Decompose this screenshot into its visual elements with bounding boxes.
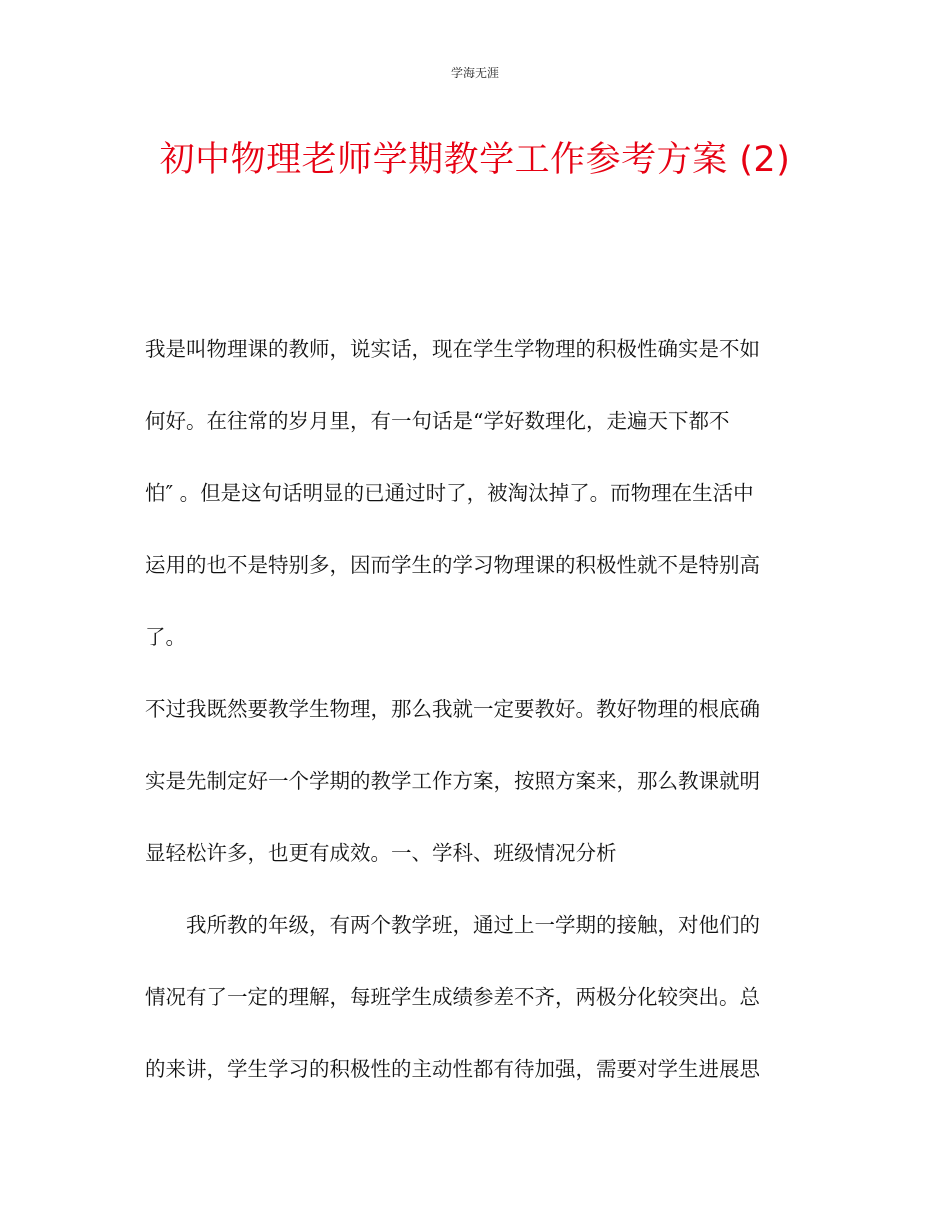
paragraph-line: 的来讲，学生学习的积极性的主动性都有待加强，需要对学生进展思 (145, 1057, 760, 1081)
paragraph-line: 何好。在往常的岁月里，有一句话是“学好数理化，走遍天下都不 (145, 409, 730, 433)
paragraph-line: 不过我既然要教学生物理，那么我就一定要教好。教好物理的根底确 (145, 697, 760, 721)
document-body (145, 331, 805, 1087)
paragraph-line: 我所教的年级，有两个教学班，通过上一学期的接触，对他们的 (145, 913, 760, 937)
page-header: 学海无涯 (450, 66, 499, 80)
paragraph-line: 我是叫物理课的教师，说实话，现在学生学物理的积极性确实是不如 (145, 337, 760, 361)
paragraph-line: 实是先制定好一个学期的教学工作方案，按照方案来，那么教课就明 (145, 769, 760, 793)
paragraph-line: 了。 (145, 625, 186, 649)
paragraph-line: 运用的也不是特别多，因而学生的学习物理课的积极性就不是特别高 (145, 553, 760, 577)
paragraph-line: 怕″ 。但是这句话明显的已通过时了，被淘汰掉了。而物理在生活中 (145, 481, 754, 505)
paragraph-line: 显轻松许多，也更有成效。一、学科、班级情况分析 (145, 841, 617, 865)
paragraph-line: 情况有了一定的理解，每班学生成绩参差不齐，两极分化较突出。总 (145, 985, 760, 1009)
document-title: 初中物理老师学期教学工作参考方案 (2) (159, 140, 791, 180)
